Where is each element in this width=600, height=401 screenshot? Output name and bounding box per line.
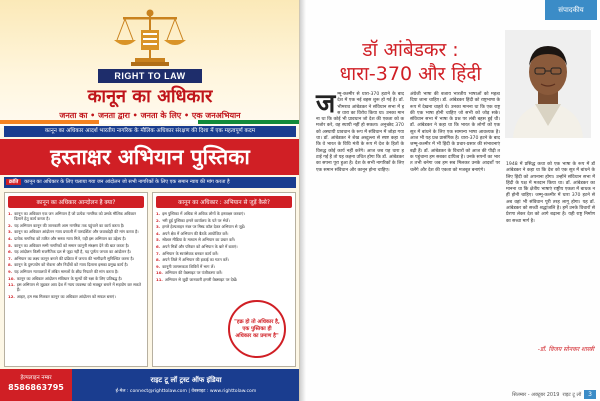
- item-text: यह अभियान न्यायालयों में लंबित मामलों के शीघ्र निपटारे की मांग करता है।: [14, 268, 119, 274]
- helpline-label: हेल्पलाइन नम्बर: [20, 375, 52, 381]
- item-number: 11.: [8, 282, 15, 288]
- right-footer: [300, 388, 600, 401]
- contact-line: ई-मेल : connect@righttolaw.com | वेबसाइट : www.righttolaw.com: [115, 389, 257, 394]
- item-number: 5.: [8, 242, 13, 248]
- item-number: 7.: [156, 250, 161, 256]
- item-number: 9.: [156, 263, 161, 269]
- item-text: अभियान से जुड़ी जानकारी हमारी वेबसाइट पर देखें।: [164, 276, 238, 282]
- item-text: हमारे हेल्पलाइन नंबर पर मिस्ड कॉल देकर अभियान से जुड़ें।: [162, 224, 246, 230]
- column-3-text: 1948 में प्रसिद्ध कथा को एक भाषा के रूप में डॉ आंबेडकर ने कहा था कि देश को एक सूत्र में बांधने के लिए हिंदी को अपनाना होगा। उन्होंने संविधान सभा में हिंदी के पक्ष में मतदान किया था। डॉ. आंबेडकर का मानना था कि क्षेत्रीय भाषाएं राष्ट्रीय एकता में बाधक नहीं होनी चाहिए। जम्मू-कश्मीर में धारा 370 हटने से अब वहां भी संविधान पूरी तरह लागू होगा। यह डॉ. आंबेडकर को सच्ची श्रद्धांजलि है। हमें उनके विचारों से प्रेरणा लेकर देश को आगे बढ़ाना है। यही राष्ट्र निर्माण का सच्चा मार्ग है।: [506, 162, 595, 224]
- list-item: [8, 294, 144, 299]
- campaign-headline: कानून का अधिकार: [87, 86, 213, 107]
- item-number: 7.: [8, 255, 13, 261]
- list-item: [156, 237, 292, 242]
- item-text: कानून के दुरुपयोग को रोकना और निर्दोषों को न्याय दिलाना इसका प्रमुख कार्य है।: [14, 262, 129, 268]
- journal-name: राइट टू लॉ: [562, 391, 582, 398]
- item-number: 9.: [8, 268, 13, 274]
- list-item: [156, 264, 292, 269]
- item-number: 5.: [156, 237, 161, 243]
- title-line-1: डॉ आंबेडकर :: [362, 39, 459, 61]
- column-1-text: म्मू-कश्मीर से धारा-370 हटाने के बाद देश में एक नई बहस शुरू हो गई है। डॉ. भीमराव आंबेडकर ने संविधान सभा में इस धारा का विरोध किया था। उनका मानना था कि कोई भी प्रावधान जो देश की एकता को कमजोर करे, वह स्थायी नहीं हो सकता। अनुच्छेद 370 को अस्थायी प्रावधान के रूप में संविधान में जोड़ा गया था। डॉ. आंबेडकर ने शेख अब्दुल्ला से स्पष्ट कहा था कि वे भारत के विधि मंत्री के रूप में देश के हितों के विरुद्ध कोई कार्य नहीं करेंगे। आज जब यह धारा हटाई गई है तो यह कहना उचित होगा कि डॉ. आंबेडकर का सपना पूरा हुआ है। देश के सभी नागरिकों के लिए एक समान संविधान और कानून होना चाहिए।: [316, 92, 404, 173]
- list-item: [8, 276, 144, 281]
- article-title: [318, 38, 503, 86]
- item-number: 10.: [8, 275, 15, 281]
- author-signature: -डॉ. विजय सोनकर शास्त्री: [537, 346, 594, 353]
- right-page: [300, 0, 600, 401]
- list-item: [8, 211, 144, 221]
- section-label: संपादकीय: [545, 0, 597, 20]
- list-item: [156, 244, 292, 249]
- list-item: [8, 249, 144, 254]
- item-text: सोशल मीडिया के माध्यम से अभियान का प्रचार करें।: [162, 237, 236, 243]
- what-is-campaign-column: [4, 192, 148, 367]
- item-number: 12.: [8, 293, 15, 299]
- right-to-law-logo-text: RIGHT TO LAW: [98, 69, 202, 83]
- scales-of-justice-logo: [105, 6, 195, 68]
- helpline-box: [0, 369, 72, 401]
- list-item: [156, 277, 292, 282]
- list-item: [156, 218, 292, 223]
- item-text: आइए, हम सब मिलकर कानून का अधिकार आंदोलन को सफल बनाएं।: [16, 293, 116, 299]
- item-text: इस अभियान से जुड़कर आप देश में न्याय व्यवस्था को मजबूत बनाने में सहयोग कर सकते हैं।: [16, 282, 141, 293]
- drop-cap: ज: [316, 89, 336, 119]
- list-item: [8, 243, 144, 248]
- list-item: [8, 229, 144, 234]
- list-item: [156, 224, 292, 229]
- item-number: 3.: [8, 229, 13, 235]
- item-number: 8.: [156, 257, 161, 263]
- item-text: अपने मित्रों और परिवार को अभियान के बारे में बताएं।: [162, 243, 238, 249]
- item-number: 2.: [156, 217, 161, 223]
- item-number: 6.: [8, 249, 13, 255]
- list-item: [156, 270, 292, 275]
- item-number: 3.: [156, 224, 161, 230]
- item-number: 4.: [8, 235, 13, 241]
- item-text: कानून का अधिकार आंदोलन न्याय प्रणाली में पारदर्शिता और जवाबदेही की मांग करता है।: [14, 229, 139, 235]
- list-item: [8, 262, 144, 267]
- column-2-text: अंग्रेजी भाषा की बजाय भारतीय भाषाओं को महत्व दिया जाना चाहिए। डॉ. आंबेडकर हिंदी को राष्ट्रभाषा के रूप में देखना चाहते थे। उनका मानना था कि एक राष्ट्र की एक भाषा होनी चाहिए जो सभी को जोड़ सके। संविधान सभा में भाषा के प्रश्न पर लंबी बहस हुई थी। डॉ. आंबेडकर ने कहा था कि भारत के लोगों को एक सूत्र में बांधने के लिए एक सामान्य भाषा आवश्यक है। आज भी यह प्रश्न प्रासंगिक है। धारा-370 हटने के बाद जम्मू-कश्मीर में भी हिंदी के प्रचार-प्रसार की संभावनाएं बढ़ी हैं। डॉ. आंबेडकर के विचारों को आज की पीढ़ी तक पहुंचाना हम सबका दायित्व है। उनके सपनों का भारत तभी बनेगा जब हम सब मिलकर उनके आदर्शों पर चलेंगे और देश की एकता को मजबूत बनाएंगे।: [410, 92, 500, 173]
- item-number: 1.: [8, 211, 13, 216]
- page-number: 3: [584, 390, 596, 399]
- article-body: [316, 89, 595, 377]
- title-line-2: धारा-370 और हिंदी: [339, 63, 482, 85]
- mission-strip: कानून का अधिकार आदर्श भारतीय नागरिक के मौलिक अधिकार संरक्षण की दिशा में एक महत्वपूर्ण कदम: [4, 126, 296, 137]
- item-text: कानून का अधिकार सभी नागरिकों को समान कानूनी संरक्षण देने की बात करता है।: [14, 242, 130, 248]
- item-number: 8.: [8, 262, 13, 268]
- item-text: यह अभियान कानून की जानकारी आम नागरिक तक पहुंचाने का कार्य करता है।: [14, 222, 125, 228]
- item-text: प्रत्येक नागरिक को त्वरित और सस्ता न्याय मिले, यही इस अभियान का उद्देश्य है।: [14, 235, 127, 241]
- list-item: [8, 256, 144, 261]
- subtitle-label: क्रांति: [6, 179, 21, 185]
- column-heading: कानून का अधिकार आन्दोलन है क्या?: [8, 196, 144, 208]
- article-column-3: [506, 162, 595, 372]
- quote-badge: "हक़ हो तो अधिकार है, एक पुस्तिका ही अधिकार का प्रमाण है": [228, 300, 286, 358]
- footer-info: [72, 376, 300, 394]
- item-number: 4.: [156, 230, 161, 236]
- column-heading: कानून का अधिकार : अभियान से जुड़ें कैसे?: [156, 196, 292, 208]
- list-item: [156, 257, 292, 262]
- item-number: 1.: [156, 211, 161, 216]
- how-to-join-list: [156, 211, 292, 282]
- list-item: [8, 269, 144, 274]
- item-text: यह आंदोलन किसी राजनैतिक दल से जुड़ा नहीं है, यह पूर्णतः जनता का आंदोलन है।: [14, 249, 132, 255]
- item-text: कानून का अधिकार आंदोलन संविधान के मूल्यों की रक्षा के लिए प्रतिबद्ध है।: [16, 275, 123, 281]
- subtitle-text: कानून का अधिकार के लिए चलाया गया जन आंदोलन जो सभी नागरिकों के लिए एक समान न्याय की मांग करता है: [24, 179, 230, 185]
- item-text: भरी हुई पुस्तिका हमारे कार्यालय के पते पर भेजें।: [162, 217, 230, 223]
- list-item: [156, 251, 292, 256]
- helpline-number: 8586863795: [8, 383, 64, 392]
- item-number: 10.: [156, 270, 163, 276]
- list-item: [8, 236, 144, 241]
- article-column-2: [410, 92, 500, 377]
- item-text: कानून का अधिकार एक जन अभियान है जो प्रत्येक नागरिक को उसके मौलिक अधिकार दिलाने हेतु कार्य करता है।: [14, 211, 137, 222]
- trust-name: राइट टू लॉ ट्रस्ट ऑफ इंडिया: [150, 376, 222, 384]
- item-number: 2.: [8, 222, 13, 228]
- tricolor-divider: [0, 120, 300, 124]
- item-text: अपने जिले में अभियान की इकाई का गठन करें।: [162, 257, 229, 263]
- what-is-list: [8, 211, 144, 299]
- list-item: [8, 282, 144, 292]
- article-column-1: [316, 89, 404, 377]
- item-text: अभियान के स्वयंसेवक बनकर कार्य करें।: [162, 250, 219, 256]
- item-text: अभियान का लक्ष्य कानून बनाने की प्रक्रिया में जनता की भागीदारी सुनिश्चित करना है।: [14, 255, 134, 261]
- item-text: अभियान की वेबसाइट पर पंजीकरण करें।: [164, 270, 223, 276]
- item-number: 11.: [156, 276, 163, 282]
- campaign-tagline: जनता का • जनता द्वारा • जनता के लिए • एक जनअभियान: [59, 111, 241, 120]
- list-item: [156, 211, 292, 216]
- left-footer: [0, 369, 300, 401]
- item-text: कानूनी जागरूकता शिविरों में भाग लें।: [162, 263, 215, 269]
- list-item: [8, 223, 144, 228]
- item-number: 6.: [156, 243, 161, 249]
- item-text: अपने क्षेत्र में अभियान की बैठकें आयोजित करें।: [162, 230, 229, 236]
- petition-booklet-title: हस्ताक्षर अभियान पुस्तिका: [0, 139, 300, 175]
- subtitle-strip: [4, 177, 296, 188]
- issue-date: सितम्बर - अक्टूबर 2019: [512, 391, 560, 398]
- item-text: इस पुस्तिका में अधिक से अधिक लोगों के हस्ताक्षर करवाएं।: [162, 211, 245, 216]
- list-item: [156, 231, 292, 236]
- page-gutter-shadow: [300, 0, 306, 401]
